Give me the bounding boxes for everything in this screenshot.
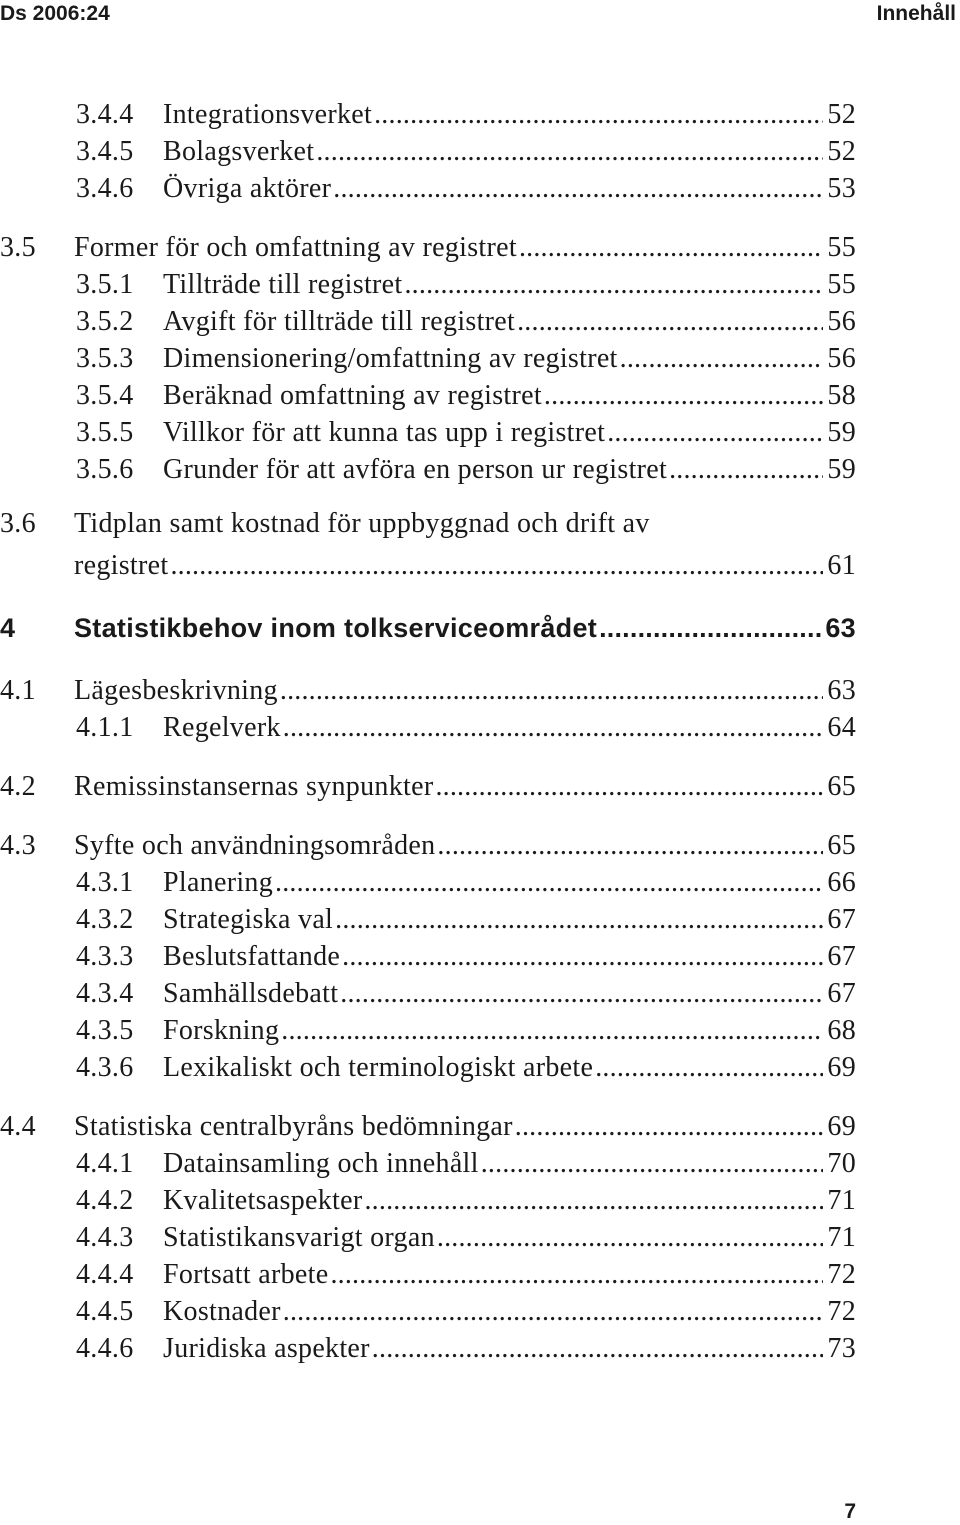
- toc-number: 4.1.1: [76, 712, 134, 743]
- dot-leader: [283, 709, 824, 746]
- table-of-contents: [0, 96, 856, 1367]
- toc-entry-3-4-4[interactable]: [0, 96, 856, 133]
- toc-entry-3-4-5[interactable]: [0, 133, 856, 170]
- toc-entry-3-5-1[interactable]: [0, 266, 856, 303]
- toc-title: Juridiska aspekter: [163, 1333, 370, 1364]
- toc-title: Regelverk: [163, 712, 281, 743]
- toc-number: 4.1: [0, 675, 36, 706]
- toc-page: 67: [827, 904, 856, 935]
- toc-number: 4.3.1: [76, 867, 134, 898]
- toc-page: 67: [827, 941, 856, 972]
- dot-leader: [283, 1293, 824, 1330]
- toc-page: 66: [827, 867, 856, 898]
- toc-entry-4-4[interactable]: [0, 1108, 856, 1145]
- dot-leader: [280, 672, 824, 709]
- dot-leader: [435, 768, 823, 805]
- toc-entry-3-6[interactable]: [0, 510, 856, 538]
- dot-leader: [544, 377, 823, 414]
- toc-entry-4-3-3[interactable]: [0, 938, 856, 975]
- dot-leader: [364, 1182, 823, 1219]
- toc-number: 3.5.2: [76, 306, 134, 337]
- toc-title: Syfte och användningsområden: [74, 830, 436, 861]
- toc-page: 59: [827, 454, 856, 485]
- page-number: 7: [844, 1500, 856, 1523]
- dot-leader: [404, 266, 823, 303]
- toc-number: 4.4.2: [76, 1185, 134, 1216]
- toc-page: 65: [827, 830, 856, 861]
- toc-entry-3-5-2[interactable]: [0, 303, 856, 340]
- toc-entry-3-5-3[interactable]: [0, 340, 856, 377]
- dot-leader: [170, 547, 823, 584]
- dot-leader: [333, 170, 823, 207]
- toc-entry-4-3-5[interactable]: [0, 1012, 856, 1049]
- toc-entry-4-3-6[interactable]: [0, 1049, 856, 1086]
- toc-number: 3.5.4: [76, 380, 134, 411]
- dot-leader: [340, 975, 823, 1012]
- toc-page: 56: [827, 306, 856, 337]
- toc-page: 72: [827, 1259, 856, 1290]
- toc-number: 4.3.5: [76, 1015, 134, 1046]
- toc-title: Remissinstansernas synpunkter: [74, 771, 434, 802]
- toc-page: 69: [827, 1052, 856, 1083]
- toc-title: Strategiska val: [163, 904, 334, 935]
- toc-entry-4-3-2[interactable]: [0, 901, 856, 938]
- toc-entry-3-5-5[interactable]: [0, 414, 856, 451]
- dot-leader: [372, 1330, 824, 1367]
- toc-page: 53: [827, 173, 856, 204]
- dot-leader: [607, 414, 823, 451]
- toc-entry-3-4-6[interactable]: [0, 170, 856, 207]
- toc-entry-4-4-2[interactable]: [0, 1182, 856, 1219]
- toc-entry-3-6-continued[interactable]: [0, 538, 856, 584]
- toc-title: Statistikansvarigt organ: [163, 1222, 435, 1253]
- toc-page: 68: [827, 1015, 856, 1046]
- toc-number: 4.4: [0, 1111, 36, 1142]
- running-header-right: Innehåll: [876, 2, 956, 25]
- toc-title: Samhällsdebatt: [163, 978, 339, 1009]
- toc-page: 56: [827, 343, 856, 374]
- toc-page: 71: [827, 1185, 856, 1216]
- toc-title: Kvalitetsaspekter: [163, 1185, 363, 1216]
- toc-number: 3.5.1: [76, 269, 134, 300]
- toc-number: 4.3.4: [76, 978, 134, 1009]
- dot-leader: [437, 1219, 824, 1256]
- toc-number: 3.5.6: [76, 454, 134, 485]
- toc-number: 3.6: [0, 508, 36, 539]
- toc-entry-3-5-4[interactable]: [0, 377, 856, 414]
- dot-leader: [515, 1108, 824, 1145]
- toc-title: Övriga aktörer: [163, 173, 332, 204]
- toc-page: 70: [827, 1148, 856, 1179]
- toc-entry-4-3-1[interactable]: [0, 864, 856, 901]
- toc-title: Fortsatt arbete: [163, 1259, 329, 1290]
- toc-number: 3.5.5: [76, 417, 134, 448]
- toc-entry-4-4-5[interactable]: [0, 1293, 856, 1330]
- toc-entry-4-4-3[interactable]: [0, 1219, 856, 1256]
- toc-title: Planering: [163, 867, 274, 898]
- toc-number: 3.4.6: [76, 173, 134, 204]
- toc-title: Tidplan samt kostnad för uppbyggnad och drift av: [74, 508, 650, 539]
- toc-number: 3.5: [0, 232, 36, 263]
- toc-number: 4.4.3: [76, 1222, 134, 1253]
- running-header-left: Ds 2006:24: [0, 2, 110, 25]
- dot-leader: [330, 1256, 823, 1293]
- toc-entry-4-3-4[interactable]: [0, 975, 856, 1012]
- toc-entry-4-4-6[interactable]: [0, 1330, 856, 1367]
- toc-number: 4.2: [0, 771, 36, 802]
- toc-page: 52: [827, 99, 856, 130]
- toc-number: 4.4.4: [76, 1259, 134, 1290]
- toc-number: 4.3: [0, 830, 36, 861]
- toc-title: Former för och omfattning av registret: [74, 232, 517, 263]
- toc-number: 3.5.3: [76, 343, 134, 374]
- toc-entry-3-5-6[interactable]: [0, 451, 856, 488]
- toc-title: Grunder för att avföra en person ur registret: [163, 454, 668, 485]
- toc-entry-4-1-1[interactable]: [0, 709, 856, 746]
- toc-entry-4-2[interactable]: [0, 768, 856, 805]
- toc-title: Lägesbeskrivning: [74, 675, 278, 706]
- toc-title: Kostnader: [163, 1296, 281, 1327]
- toc-title: Statistiska centralbyråns bedömningar: [74, 1111, 513, 1142]
- toc-entry-4-1[interactable]: [0, 672, 856, 709]
- toc-number: 4.3.3: [76, 941, 134, 972]
- toc-entry-4-4-4[interactable]: [0, 1256, 856, 1293]
- toc-page: 65: [827, 771, 856, 802]
- toc-title: Dimensionering/omfattning av registret: [163, 343, 618, 374]
- toc-page: 64: [827, 712, 856, 743]
- toc-title: Statistikbehov inom tolkserviceområdet: [74, 613, 598, 643]
- toc-page: 67: [827, 978, 856, 1009]
- dot-leader: [481, 1145, 824, 1182]
- toc-number: 4.3.6: [76, 1052, 134, 1083]
- toc-number: 4.4.6: [76, 1333, 134, 1364]
- dot-leader: [519, 229, 823, 266]
- toc-chapter-4[interactable]: [0, 608, 856, 648]
- toc-title: Beslutsfattande: [163, 941, 341, 972]
- toc-title: Lexikaliskt och terminologiskt arbete: [163, 1052, 594, 1083]
- toc-number: 4.4.5: [76, 1296, 134, 1327]
- toc-page: 52: [827, 136, 856, 167]
- dot-leader: [437, 827, 823, 864]
- toc-number: 3.4.5: [76, 136, 134, 167]
- dot-leader: [275, 864, 823, 901]
- toc-page: 72: [827, 1296, 856, 1327]
- dot-leader: [599, 608, 821, 648]
- toc-title: Datainsamling och innehåll: [163, 1148, 479, 1179]
- toc-page: 55: [827, 269, 856, 300]
- toc-page: 55: [827, 232, 856, 263]
- dot-leader: [316, 133, 823, 170]
- dot-leader: [669, 451, 823, 488]
- toc-page: 63: [827, 675, 856, 706]
- dot-leader: [595, 1049, 823, 1086]
- toc-entry-4-4-1[interactable]: [0, 1145, 856, 1182]
- dot-leader: [335, 901, 823, 938]
- toc-page: 73: [827, 1333, 856, 1364]
- toc-title: Tillträde till registret: [163, 269, 403, 300]
- toc-title: Bolagsverket: [163, 136, 315, 167]
- toc-page: 58: [827, 380, 856, 411]
- toc-page: 63: [825, 613, 856, 643]
- toc-page: 59: [827, 417, 856, 448]
- toc-title-continued: registret: [74, 550, 169, 581]
- dot-leader: [517, 303, 823, 340]
- toc-title: Forskning: [163, 1015, 280, 1046]
- toc-number: 4: [0, 613, 16, 643]
- toc-number: 3.4.4: [76, 99, 134, 130]
- dot-leader: [374, 96, 823, 133]
- toc-page: 61: [827, 550, 856, 581]
- toc-page: 71: [827, 1222, 856, 1253]
- dot-leader: [620, 340, 824, 377]
- toc-title: Integrationsverket: [163, 99, 373, 130]
- toc-number: 4.4.1: [76, 1148, 134, 1179]
- toc-page: 69: [827, 1111, 856, 1142]
- toc-title: Avgift för tillträde till registret: [163, 306, 516, 337]
- dot-leader: [281, 1012, 823, 1049]
- toc-entry-4-3[interactable]: [0, 827, 856, 864]
- dot-leader: [342, 938, 823, 975]
- toc-title: Beräknad omfattning av registret: [163, 380, 542, 411]
- toc-title: Villkor för att kunna tas upp i registret: [163, 417, 606, 448]
- toc-entry-3-5[interactable]: [0, 229, 856, 266]
- toc-number: 4.3.2: [76, 904, 134, 935]
